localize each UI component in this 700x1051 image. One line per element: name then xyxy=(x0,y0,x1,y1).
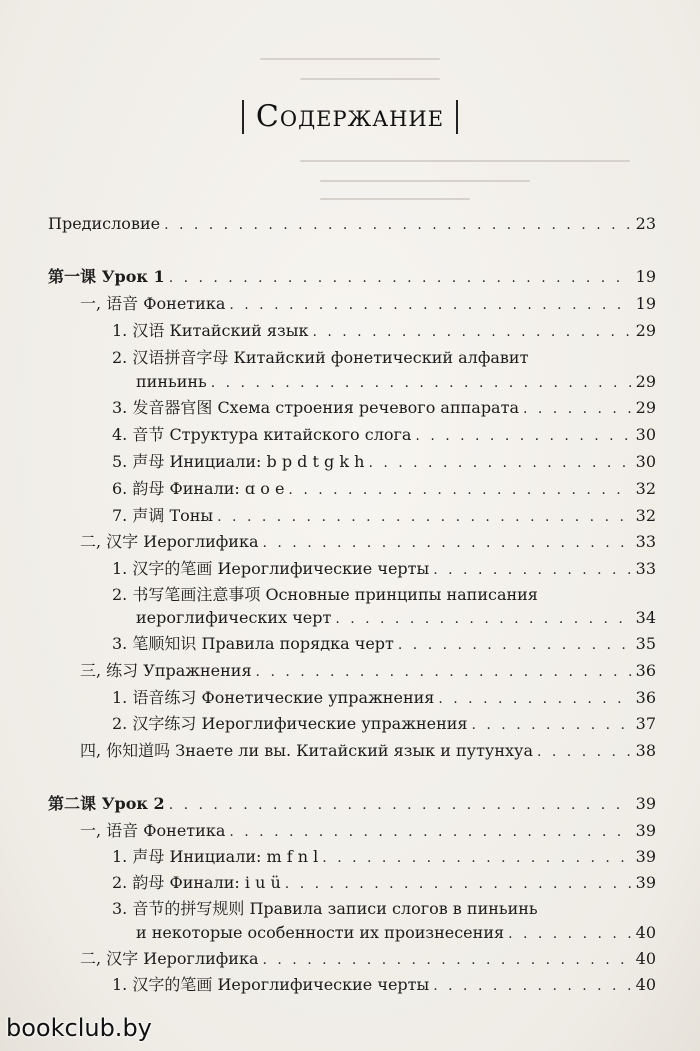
toc-entry xyxy=(136,607,656,630)
toc-entry-page: 39 xyxy=(635,873,656,892)
toc-entry-label: 3. 音节的拼写规则 Правила записи слогов в пиньинь xyxy=(112,899,538,918)
page-title: Содержание xyxy=(242,100,458,134)
toc-entry xyxy=(80,531,656,554)
toc-entry-label: 5. 声母 Инициали: b p d t g k h xyxy=(112,452,365,471)
toc-entry-page: 32 xyxy=(635,506,656,525)
toc-entry-label: 第二课 Урок 2 xyxy=(48,794,165,813)
toc-entry-page: 37 xyxy=(635,714,656,733)
toc-entry-page: 32 xyxy=(635,479,656,498)
toc-entry xyxy=(80,820,656,843)
toc-entry xyxy=(112,846,656,869)
bleed-through-line xyxy=(320,180,530,182)
toc-entry xyxy=(112,633,656,656)
toc-entry-label: 1. 汉字的笔画 Иероглифические черты xyxy=(112,559,430,578)
toc-entry-label: 一, 语音 Фонетика xyxy=(80,294,226,313)
toc-entry-label: иероглифических черт xyxy=(136,608,332,627)
toc-entry xyxy=(112,687,656,710)
toc-entry xyxy=(112,713,656,736)
toc-entry-label: 二, 汉字 Иероглифика xyxy=(80,949,259,968)
toc-entry-page: 36 xyxy=(635,661,656,680)
toc-entry xyxy=(112,478,656,501)
toc-entry-label: 2. 汉语拼音字母 Китайский фонетический алфавит xyxy=(112,348,529,367)
toc-entry-page: 39 xyxy=(635,847,656,866)
toc-entry xyxy=(112,505,656,528)
toc-entry-label: Предисловие xyxy=(48,214,161,233)
toc-entry-page: 40 xyxy=(635,923,656,942)
toc-entry-label: 三, 练习 Упражнения xyxy=(80,661,252,680)
toc-entry-page: 29 xyxy=(635,398,656,417)
toc-entry-page: 19 xyxy=(635,294,656,313)
toc-entry xyxy=(80,740,656,763)
toc-entry-page: 33 xyxy=(635,559,656,578)
toc-entry-page: 23 xyxy=(635,214,656,233)
toc-entry-label: 1. 汉字的笔画 Иероглифические черты xyxy=(112,975,430,994)
toc-entry xyxy=(112,424,656,447)
toc-entry-label: 2. 书写笔画注意事项 Основные принципы написания xyxy=(112,585,538,604)
toc-entry-label: 1. 声母 Инициали: m f n l xyxy=(112,847,319,866)
toc-entry xyxy=(48,213,656,236)
toc-entry-page: 40 xyxy=(635,949,656,968)
toc-entry-page: 36 xyxy=(635,688,656,707)
toc-entry xyxy=(112,872,656,895)
toc-entry-page: 30 xyxy=(635,452,656,471)
toc-entry-label: 2. 汉字练习 Иероглифические упражнения xyxy=(112,714,468,733)
toc-entry-label: пиньинь xyxy=(136,372,207,391)
toc-entry-page: 29 xyxy=(635,321,656,340)
toc-entry-label: 3. 笔顺知识 Правила порядка черт xyxy=(112,634,394,653)
toc-entry xyxy=(112,451,656,474)
toc-entry-label: 4. 音节 Структура китайского слога xyxy=(112,425,412,444)
toc-entry-label: 1. 汉语 Китайский язык xyxy=(112,321,309,340)
toc-entry-page: 39 xyxy=(635,794,656,813)
toc-entry xyxy=(136,371,656,394)
toc-entry-label: 7. 声调 Тоны xyxy=(112,506,214,525)
toc-entry-page: 39 xyxy=(635,821,656,840)
bleed-through-line xyxy=(320,198,470,200)
toc-entry-label: 1. 语音练习 Фонетические упражнения xyxy=(112,688,435,707)
bleed-through-line xyxy=(300,78,440,80)
toc-entry-page: 40 xyxy=(635,975,656,994)
toc-entry xyxy=(112,558,656,581)
watermark: bookclub.by xyxy=(6,1014,152,1042)
toc-entry xyxy=(112,974,656,997)
toc-entry xyxy=(136,922,656,945)
toc-entry xyxy=(80,660,656,683)
toc-entry-page: 38 xyxy=(635,741,656,760)
toc-entry xyxy=(48,793,656,816)
toc-entry-label: 6. 韵母 Финали: ɑ o e xyxy=(112,479,285,498)
bleed-through-line xyxy=(300,160,630,162)
toc-entry-page: 35 xyxy=(635,634,656,653)
toc-entry-page: 29 xyxy=(635,372,656,391)
toc-entry-label: и некоторые особенности их произнесения xyxy=(136,923,505,942)
toc-entry xyxy=(112,397,656,420)
toc-entry-page: 19 xyxy=(635,267,656,286)
bleed-through-line xyxy=(260,58,440,60)
toc-entry xyxy=(48,266,656,289)
toc-entry xyxy=(80,293,656,316)
toc-entry-label: 第一课 Урок 1 xyxy=(48,267,165,286)
toc-entry xyxy=(112,320,656,343)
toc-entry-page: 33 xyxy=(635,532,656,551)
toc-entry-label: 四, 你知道吗 Знаете ли вы. Китайский язык и путунхуа xyxy=(80,741,533,760)
toc-entry-label: 3. 发音器官图 Схема строения речевого аппарата xyxy=(112,398,519,417)
toc-entry-label: 二, 汉字 Иероглифика xyxy=(80,532,259,551)
toc-entry-page: 34 xyxy=(635,608,656,627)
toc-entry-label: 2. 韵母 Финали: i u ü xyxy=(112,873,281,892)
toc-entry-label: 一, 语音 Фонетика xyxy=(80,821,226,840)
toc-entry-page: 30 xyxy=(635,425,656,444)
toc-entry xyxy=(80,948,656,971)
